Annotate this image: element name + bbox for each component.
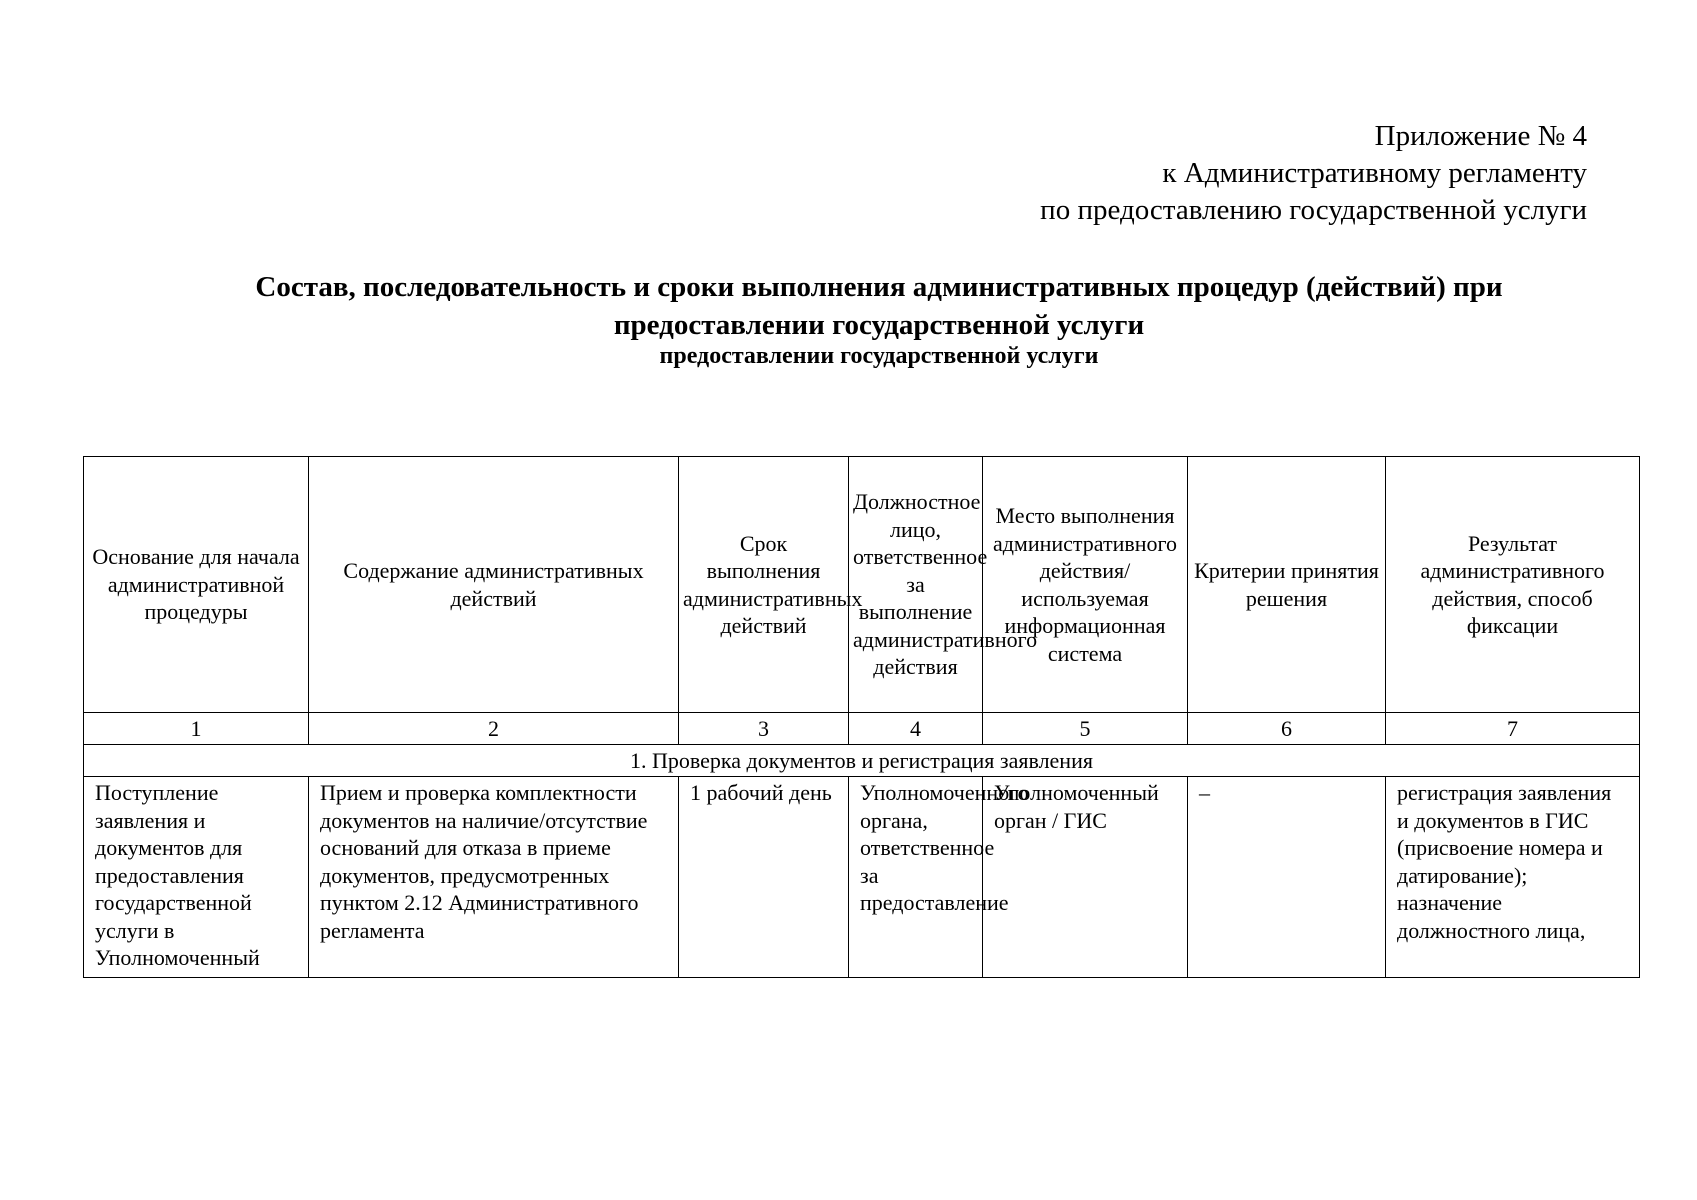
table-row	[84, 777, 1640, 978]
header-official: Должностное лицо, ответственное за выполнение административного действия	[849, 457, 983, 713]
column-number: 3	[679, 713, 849, 745]
column-number-row	[84, 713, 1640, 745]
annex-number: Приложение № 4	[1374, 120, 1587, 152]
column-number: 2	[309, 713, 679, 745]
column-number: 7	[1386, 713, 1640, 745]
header-place: Место выполнения административного действия/ используемая информационная система	[983, 457, 1188, 713]
document-title-repeat: предоставлении государственной услуги	[659, 343, 1099, 369]
cell-content: Прием и проверка комплектности документов на наличие/отсутствие оснований для отказа в приеме документов, предусмотренных пунктом 2.12 Административного регламента	[309, 777, 679, 978]
annex-service: по предоставлению государственной услуги	[1040, 194, 1587, 226]
header-criteria: Критерии принятия решения	[1188, 457, 1386, 713]
header-term: Срок выполнения административных действий	[679, 457, 849, 713]
table-header-row	[84, 457, 1640, 713]
procedures-table	[83, 456, 1640, 978]
column-number: 5	[983, 713, 1188, 745]
document-title-line1: Состав, последовательность и сроки выполнения административных процедур (действий) при	[255, 271, 1503, 303]
annex-note	[1040, 118, 1587, 229]
header-content: Содержание административных действий	[309, 457, 679, 713]
cell-official: Уполномоченного органа, ответственное за предоставление	[849, 777, 983, 978]
document-title	[84, 268, 1674, 344]
cell-basis: Поступление заявления и документов для предоставления государственной услуги в Уполномоченный	[84, 777, 309, 978]
cell-place: Уполномоченный орган / ГИС	[983, 777, 1188, 978]
column-number: 1	[84, 713, 309, 745]
cell-term: 1 рабочий день	[679, 777, 849, 978]
section-title: 1. Проверка документов и регистрация заявления	[84, 745, 1640, 777]
cell-result: регистрация заявления и документов в ГИС (присвоение номера и датирование); назначение должностного лица,	[1386, 777, 1640, 978]
cell-criteria: –	[1188, 777, 1386, 978]
header-result: Результат административного действия, способ фиксации	[1386, 457, 1640, 713]
column-number: 4	[849, 713, 983, 745]
section-row	[84, 745, 1640, 777]
column-number: 6	[1188, 713, 1386, 745]
document-title-line2: предоставлении государственной услуги	[613, 309, 1145, 341]
annex-regulation: к Административному регламенту	[1162, 157, 1587, 189]
header-basis: Основание для начала административной процедуры	[84, 457, 309, 713]
